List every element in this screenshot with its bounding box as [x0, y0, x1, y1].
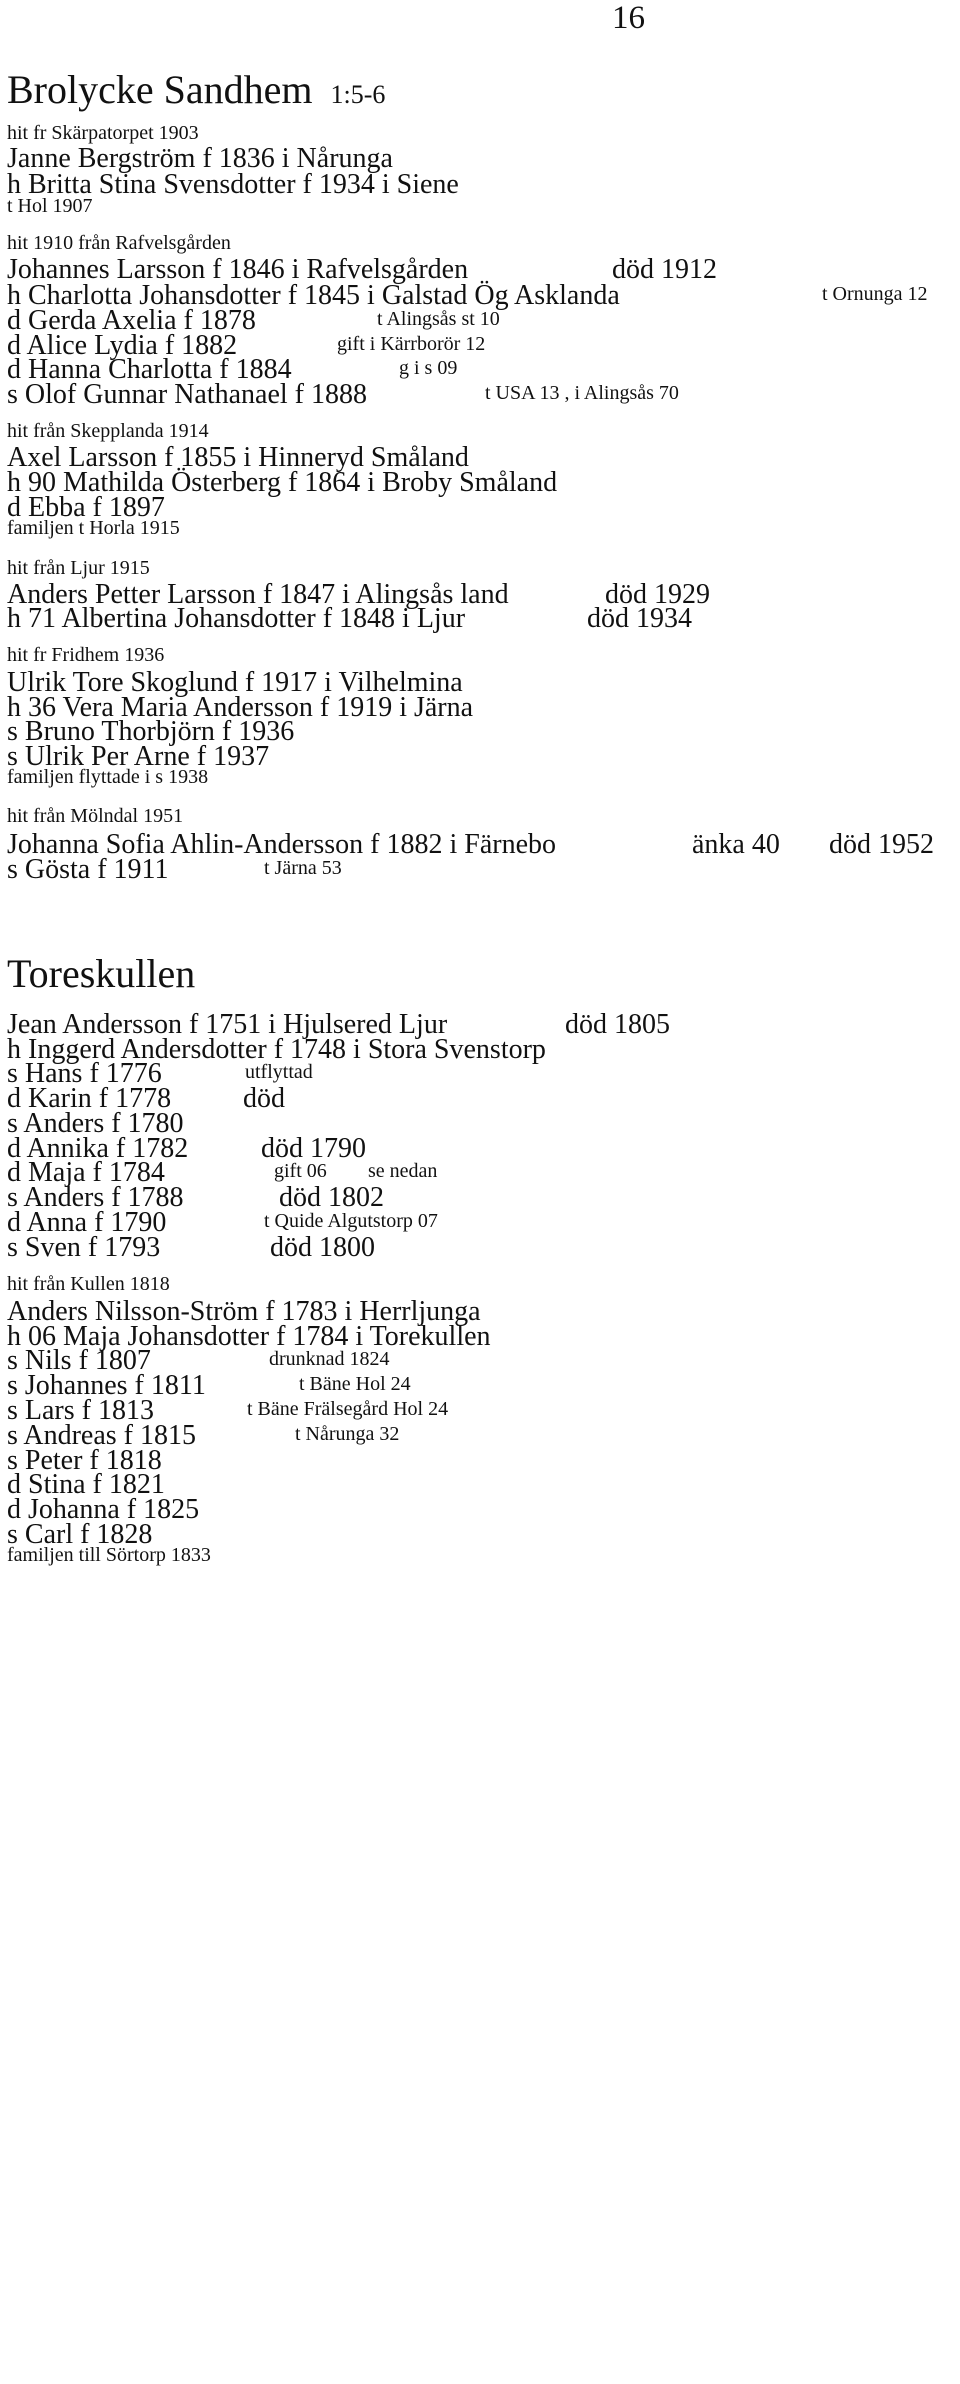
record-note: t Ornunga 12 [822, 283, 928, 305]
record-note: t Järna 53 [264, 857, 342, 879]
record-line [7, 195, 93, 218]
record-text: hit fr Fridhem 1936 [7, 644, 165, 666]
page-number: 16 [612, 0, 645, 36]
record-note: g i s 09 [399, 357, 458, 379]
record-note: t Bäne Frälsegård Hol 24 [247, 1398, 449, 1420]
record-text: Jean Andersson f 1751 i Hjulsered Ljur [7, 1009, 448, 1040]
record-line [7, 557, 150, 580]
record-text: familjen flyttade i s 1938 [7, 766, 209, 788]
record-text: hit 1910 från Rafvelsgården [7, 232, 231, 254]
record-line [7, 420, 209, 443]
record-text: s Lars f 1813 [7, 1395, 154, 1426]
record-note: död 1800 [270, 1232, 375, 1263]
record-text: d Maja f 1784 [7, 1157, 165, 1188]
record-text: hit från Ljur 1915 [7, 557, 150, 579]
section-reference: 1:5-6 [330, 80, 386, 109]
record-note: t Bäne Hol 24 [299, 1373, 411, 1395]
record-line [7, 644, 164, 667]
record-line [7, 1232, 375, 1264]
record-note: gift i Kärrborör 12 [337, 333, 486, 355]
record-text: familjen t Horla 1915 [7, 517, 180, 539]
record-note: t Alingsås st 10 [377, 308, 500, 330]
record-text: h 71 Albertina Johansdotter f 1848 i Ljur [7, 603, 466, 634]
record-line [7, 232, 231, 255]
record-text: hit från Kullen 1818 [7, 1273, 170, 1295]
record-text: Johannes Larsson f 1846 i Rafvelsgården [7, 254, 469, 285]
record-text: h 06 Maja Johansdotter f 1784 i Torekullen [7, 1321, 491, 1352]
record-text: hit från Mölndal 1951 [7, 805, 184, 827]
section-title: Toreskullen [7, 951, 196, 996]
record-text: hit fr Skärpatorpet 1903 [7, 122, 199, 144]
record-text: d Ebba f 1897 [7, 492, 165, 523]
record-text: Johanna Sofia Ahlin-Andersson f 1882 i Färnebo [7, 829, 557, 860]
record-text: s Andreas f 1815 [7, 1420, 196, 1451]
record-text: s Anders f 1780 [7, 1108, 184, 1139]
record-line [7, 603, 692, 635]
record-text: s Hans f 1776 [7, 1058, 162, 1089]
record-note: död 1929 [605, 579, 710, 610]
record-note: drunknad 1824 [269, 1348, 390, 1370]
record-text: s Olof Gunnar Nathanael f 1888 [7, 379, 368, 410]
record-text: d Gerda Axelia f 1878 [7, 305, 256, 336]
record-text: Anders Nilsson-Ström f 1783 i Herrljunga [7, 1296, 481, 1327]
record-text: s Johannes f 1811 [7, 1370, 206, 1401]
record-text: s Peter f 1818 [7, 1445, 162, 1476]
record-note: död 1790 [261, 1133, 366, 1164]
record-text: d Annika f 1782 [7, 1133, 189, 1164]
record-text: Janne Bergström f 1836 i Nårunga [7, 143, 393, 174]
record-note: död 1934 [587, 603, 692, 634]
record-text: h Britta Stina Svensdotter f 1934 i Siene [7, 169, 459, 200]
record-text: h 90 Mathilda Österberg f 1864 i Broby Småland [7, 467, 558, 498]
record-note: död 1912 [612, 254, 717, 285]
section-title: Brolycke Sandhem [7, 67, 313, 112]
record-line [7, 517, 180, 540]
record-text: familjen till Sörtorp 1833 [7, 1544, 211, 1566]
record-line [7, 854, 342, 886]
record-text: s Gösta f 1911 [7, 854, 169, 885]
record-text: t Hol 1907 [7, 195, 93, 217]
record-text: s Anders f 1788 [7, 1182, 184, 1213]
record-text: Ulrik Tore Skoglund f 1917 i Vilhelmina [7, 667, 463, 698]
record-note: död 1952 [829, 829, 934, 860]
section-heading [7, 66, 385, 113]
record-note: utflyttad [245, 1061, 313, 1083]
record-text: Anders Petter Larsson f 1847 i Alingsås land [7, 579, 509, 610]
record-text: h 36 Vera Maria Andersson f 1919 i Järna [7, 692, 474, 723]
record-note: t Nårunga 32 [295, 1423, 400, 1445]
record-line [7, 1544, 211, 1567]
record-text: d Alice Lydia f 1882 [7, 330, 238, 361]
record-text: d Anna f 1790 [7, 1207, 167, 1238]
record-line [7, 805, 183, 828]
record-text: s Nils f 1807 [7, 1345, 151, 1376]
record-note: se nedan [368, 1160, 438, 1182]
record-note: död [243, 1083, 285, 1114]
record-text: d Johanna f 1825 [7, 1494, 200, 1525]
record-line [7, 122, 199, 145]
record-text: hit från Skepplanda 1914 [7, 420, 209, 442]
record-text: s Carl f 1828 [7, 1519, 153, 1550]
record-note: död 1805 [565, 1009, 670, 1040]
record-line [7, 766, 208, 789]
record-text: d Karin f 1778 [7, 1083, 172, 1114]
record-text: s Ulrik Per Arne f 1937 [7, 741, 270, 772]
record-note: t Quide Algutstorp 07 [264, 1210, 438, 1232]
record-note: död 1802 [279, 1182, 384, 1213]
record-text: d Hanna Charlotta f 1884 [7, 354, 292, 385]
record-note: t USA 13 , i Alingsås 70 [485, 382, 679, 404]
record-text: h Inggerd Andersdotter f 1748 i Stora Svenstorp [7, 1034, 546, 1065]
record-text: d Stina f 1821 [7, 1469, 165, 1500]
record-line [7, 379, 679, 411]
record-text: Axel Larsson f 1855 i Hinneryd Småland [7, 442, 469, 473]
section-heading [7, 950, 195, 997]
record-note: gift 06 [274, 1160, 327, 1182]
record-text: s Bruno Thorbjörn f 1936 [7, 716, 295, 747]
record-line [7, 1273, 170, 1296]
record-note: änka 40 [692, 829, 780, 860]
record-text: h Charlotta Johansdotter f 1845 i Galstad Ög Asklanda [7, 280, 620, 311]
record-text: s Sven f 1793 [7, 1232, 161, 1263]
